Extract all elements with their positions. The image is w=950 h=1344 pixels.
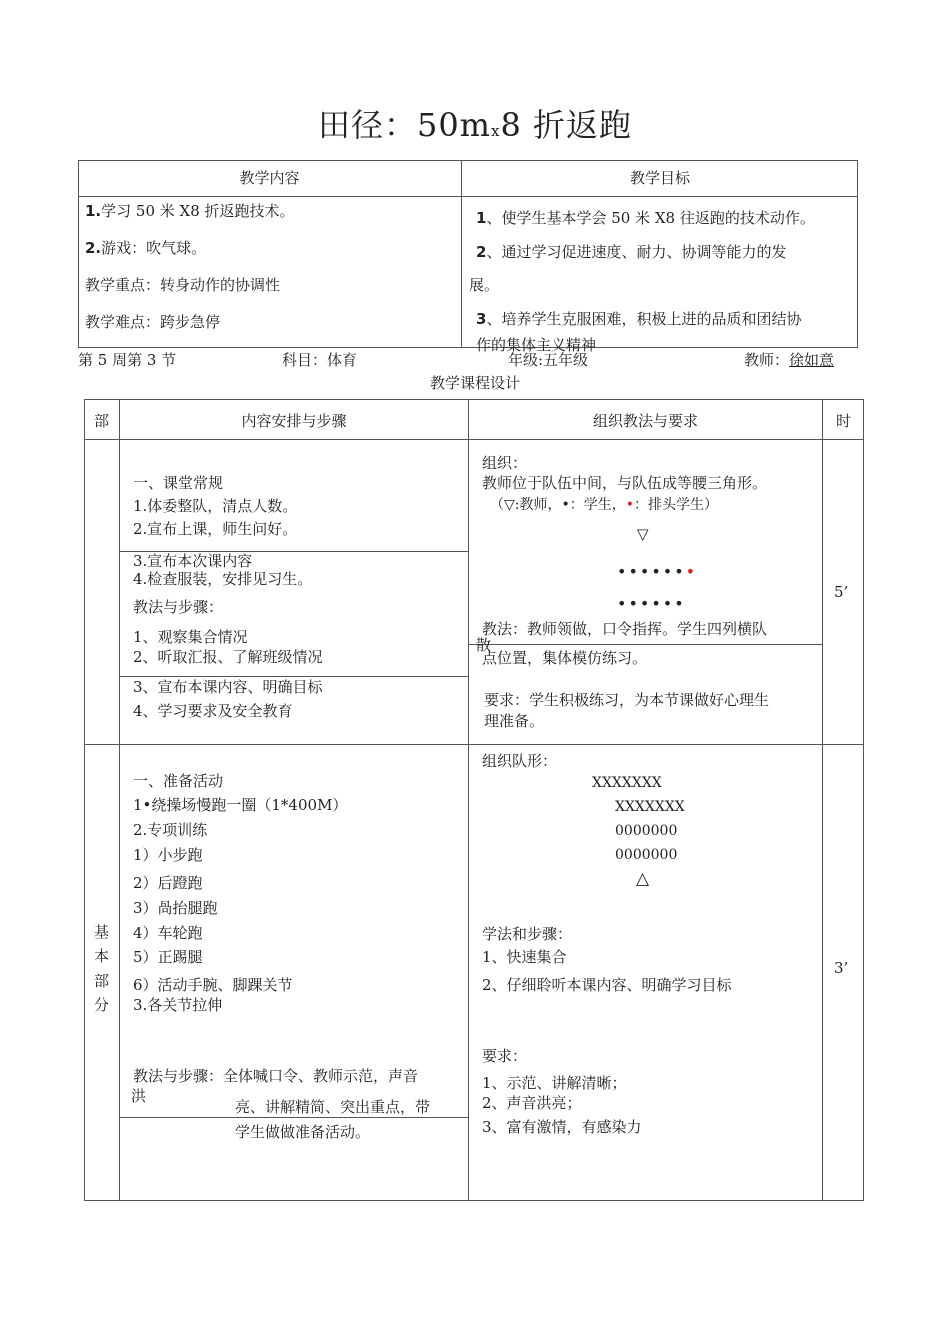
goal-3 [476,309,801,329]
row1-content-l9: 3、宣布本课内容、明确目标 [133,678,323,696]
row1-method-l4: 点位置，集体模仿练习。 [482,649,648,667]
content-item-1 [85,201,295,221]
row2-time: 3’ [834,959,849,977]
header-part: 部 [93,412,109,430]
goal-3-num: 3 [476,310,487,328]
row2-content-l1: 一、准备活动 [133,772,224,790]
row1-method-l1: 组织： [482,454,528,472]
goal-1-text: 、使学生基本学会 50 米 X8 往返跑的技术动作。 [486,209,815,227]
row2-part-2: 本 [93,947,109,965]
subject-label: 科目：体育 [282,351,358,369]
row1-content-l6: 教法与步骤： [133,598,224,616]
teacher-label-text: 教师： [744,351,790,369]
row1-content-l2: 1.体委整队，清点人数。 [133,497,298,515]
row2-content-l4: 1）小步跑 [133,846,203,864]
header-time: 时 [835,412,851,430]
header-row-divider [84,439,864,440]
row2-content-l9: 6）活动手腕、脚踝关节 [133,976,293,994]
header-content: 内容安排与步骤 [241,412,347,430]
row2-content-l10: 3.各关节拉伸 [133,996,223,1014]
goal-1 [476,208,815,228]
formation-row-4: 0000000 [615,847,678,863]
row2-method-l2: 学法和步骤： [482,925,573,943]
teacher-triangle-symbol: ▽ [637,525,649,543]
teaching-difficulty: 教学难点：跨步急停 [85,313,221,331]
row2-content-l11b-clip [131,1087,151,1105]
col-divider-3 [822,399,823,1201]
row1-method-l3b: 散 [476,636,492,654]
row1-method-l3: 教法：教师领做，口令指挥。学生四列横队 [482,620,768,638]
row2-content-l7: 4）车轮跑 [133,924,203,942]
row1-content-l7: 1、观察集合情况 [133,628,248,646]
legend-student: ：学生， [569,497,626,513]
row1-method-l5: 要求：学生积极练习，为本节课做好心理生 [484,691,770,709]
formation-row-2: XXXXXXX [615,799,685,815]
row1-row2-divider [84,744,864,745]
page-title [0,100,950,146]
row2-content-l3: 2.专项训练 [133,821,208,839]
student-row-1-dots: •••••• [617,562,686,581]
goal-1-num: 1 [476,209,487,227]
row1-method-legend [490,495,718,515]
goal-3-cont-clip [476,336,676,354]
formation-row-1: XXXXXXX [592,775,662,791]
student-row-1-leader: • [685,562,698,581]
row2-content-l11b: 洪 [131,1087,147,1105]
title-end: 8 折返跑 [500,106,633,144]
content-item-1-num: 1. [85,202,102,220]
row2-part-1: 基 [93,923,109,941]
row2-method-l1: 组织队形： [482,752,558,770]
row2-part-4: 分 [93,996,109,1014]
row1-method-l2: 教师位于队伍中间，与队伍成等腰三角形。 [482,474,768,492]
row2-content-l13: 学生做做准备活动。 [235,1123,371,1141]
content-item-2-num: 2. [85,239,102,257]
goal-3-text: 、培养学生克服困难，积极上进的品质和团结协 [486,310,802,328]
row1-content-l3: 2.宣布上课，师生问好。 [133,520,298,538]
content-item-2 [85,238,206,258]
formation-teacher-triangle: △ [636,869,650,889]
method-sub-divider-1 [468,644,822,645]
top-table-header-divider [78,196,858,197]
row2-content-l11: 教法与步骤：全体喊口令、教师示范，声音 [133,1067,419,1085]
row2-content-l2: 1•绕操场慢跑一圈（1*400M） [133,796,348,814]
row1-content-l4: 3.宣布本次课内容 [133,552,253,570]
goal-2-text: 、通过学习促进速度、耐力、协调等能力的发 [486,243,787,261]
teacher-label [744,350,834,370]
content-sub-divider-3 [119,1117,468,1118]
grade-label: 年级:五年级 [508,351,589,369]
row2-method-l4: 2、仔细聆听本课内容、明确学习目标 [482,976,732,994]
teaching-focus: 教学重点：转身动作的协调性 [85,276,281,294]
goal-2-cont: 展。 [469,276,500,294]
design-title: 教学课程设计 [429,374,520,392]
top-header-goals: 教学目标 [629,169,690,187]
header-method: 组织教法与要求 [592,412,698,430]
title-main: 田径：50m [317,106,492,144]
row1-content-l5: 4.检查服装，安排见习生。 [133,570,313,588]
row1-content-l4-clip [133,552,433,570]
row2-method-l5: 要求： [482,1047,528,1065]
teacher-name: 徐如意 [789,351,835,369]
col-divider-1 [119,399,120,1201]
week-label: 第 5 周第 3 节 [78,351,177,369]
row2-content-l6: 3）咼抬腿跑 [133,899,218,917]
top-table-col-divider [461,160,462,348]
goal-2 [476,242,786,262]
row2-method-l3: 1、快速集合 [482,948,567,966]
row2-content-l12: 亮、讲解精简、突出重点，带 [235,1098,431,1116]
title-sub: x [491,122,501,140]
row1-time: 5’ [834,583,849,601]
row1-content-l10: 4、学习要求及安全教育 [133,702,293,720]
legend-leader: ：排头学生） [634,497,719,513]
row1-content-l1: 一、课堂常规 [133,474,224,492]
row2-method-l6: 1、示范、讲解清晰； [482,1074,627,1092]
goal-3-cont: 作的集体主义精神 [476,336,597,354]
row1-content-l8: 2、听取汇报、了解班级情况 [133,648,323,666]
top-header-content: 教学内容 [239,169,300,187]
formation-row-3: 0000000 [615,823,678,839]
goal-2-num: 2 [476,243,487,261]
content-item-1-text: 学习 50 米 X8 折返跑技术。 [101,202,295,220]
legend-student-dot: • [561,497,570,513]
row2-part-3: 部 [93,972,109,990]
content-item-2-text: 游戏：吹气球。 [101,239,207,257]
legend-teacher: （▽:教师， [490,497,562,513]
row2-content-l8: 5）正踢腿 [133,948,203,966]
row2-content-l5: 2）后蹬跑 [133,874,203,892]
student-row-2: •••••• [617,594,686,613]
legend-leader-dot: • [625,497,635,513]
row2-method-l7: 2、声音洪亮； [482,1094,582,1112]
row1-method-l3b-clip [476,636,496,654]
row1-method-l6: 理准备。 [484,712,545,730]
col-divider-2 [468,399,469,1201]
student-row-1 [617,562,697,581]
row2-method-l8: 3、富有激情，有感染力 [482,1118,642,1136]
